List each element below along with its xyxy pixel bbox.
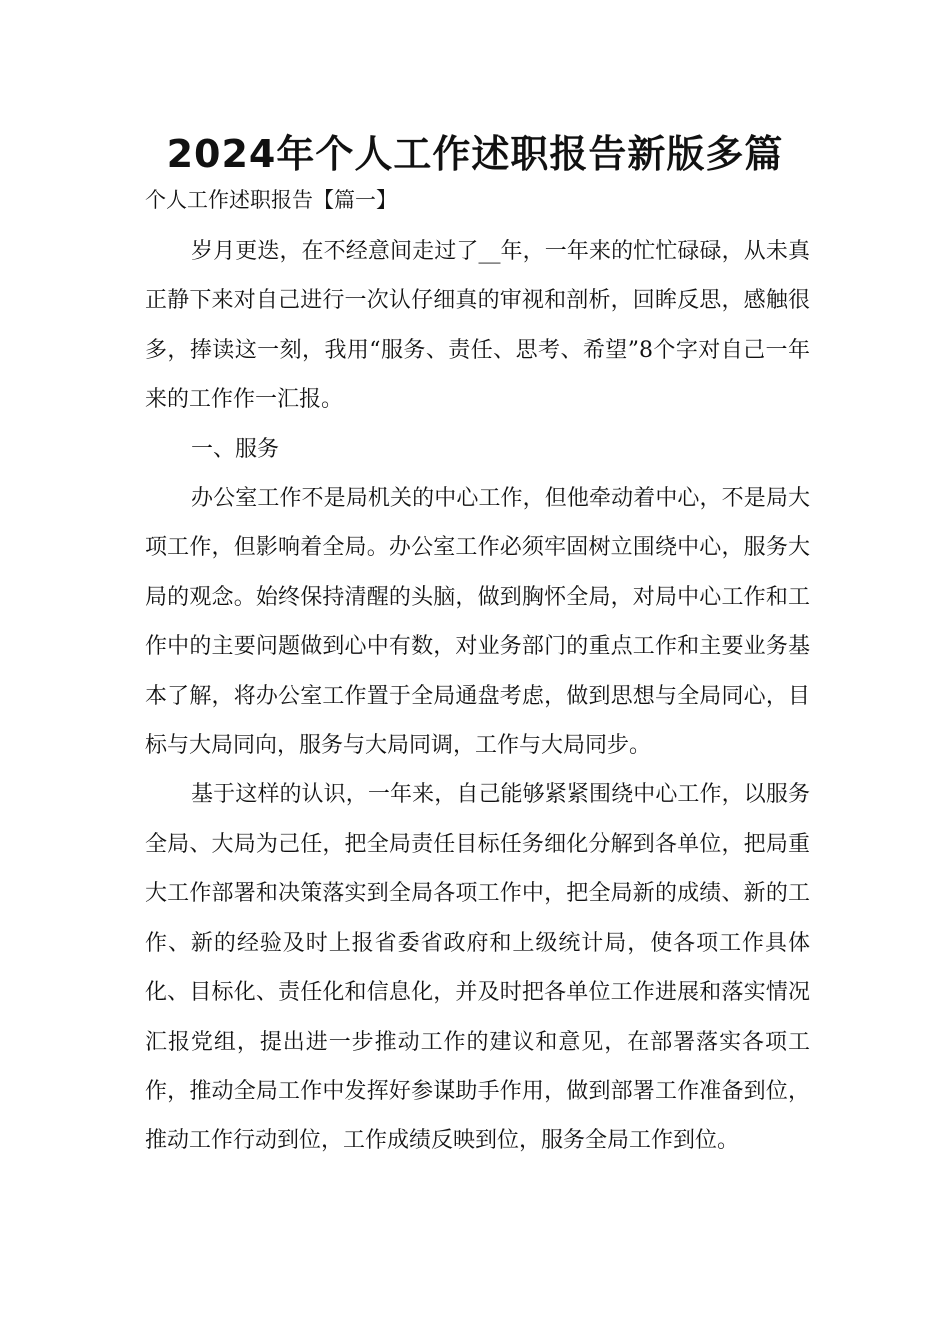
document-title: 2024年个人工作述职报告新版多篇 (166, 132, 784, 176)
paragraph-office-work: 办公室工作不是局机关的中心工作，但他牵动着中心，不是局大项工作，但影响着全局。办公室工作必须牢固树立围绕中心，服务大局的观念。始终保持清醒的头脑，做到胸怀全局，对局中心工作和工作中的主要问题做到心中有数，对业务部门的重点工作和主要业务基本了解，将办公室工作置于全局通盘考虑，做到思想与全局同心，目标与大局同向，服务与大局同调，工作与大局同步。 (145, 486, 810, 759)
document-body (145, 227, 810, 1166)
paragraph-subheading-service: 一、服务 (191, 436, 280, 462)
section-heading: 个人工作述职报告【篇一】 (145, 188, 397, 212)
paragraph-understanding: 基于这样的认识，一年来，自己能够紧紧围绕中心工作，以服务全局、大局为己任，把全局责任目标任务细化分解到各单位，把局重大工作部署和决策落实到全局各项工作中，把全局新的成绩、新的工作、新的经验及时上报省委省政府和上级统计局，使各项工作具体化、目标化、责任化和信息化，并及时把各单位工作进展和落实情况汇报党组，提出进一步推动工作的建议和意见，在部署落实各项工作，推动全局工作中发挥好参谋助手作用，做到部署工作准备到位，推动工作行动到位，工作成绩反映到位，服务全局工作到位。 (145, 782, 810, 1154)
paragraph-intro: 岁月更迭，在不经意间走过了__年，一年来的忙忙碌碌，从未真正静下来对自己进行一次认仔细真的审视和剖析，回眸反思，感触很多，捧读这一刻，我用“服务、责任、思考、希望”8个字对自己一年来的工作作一汇报。 (145, 239, 810, 413)
